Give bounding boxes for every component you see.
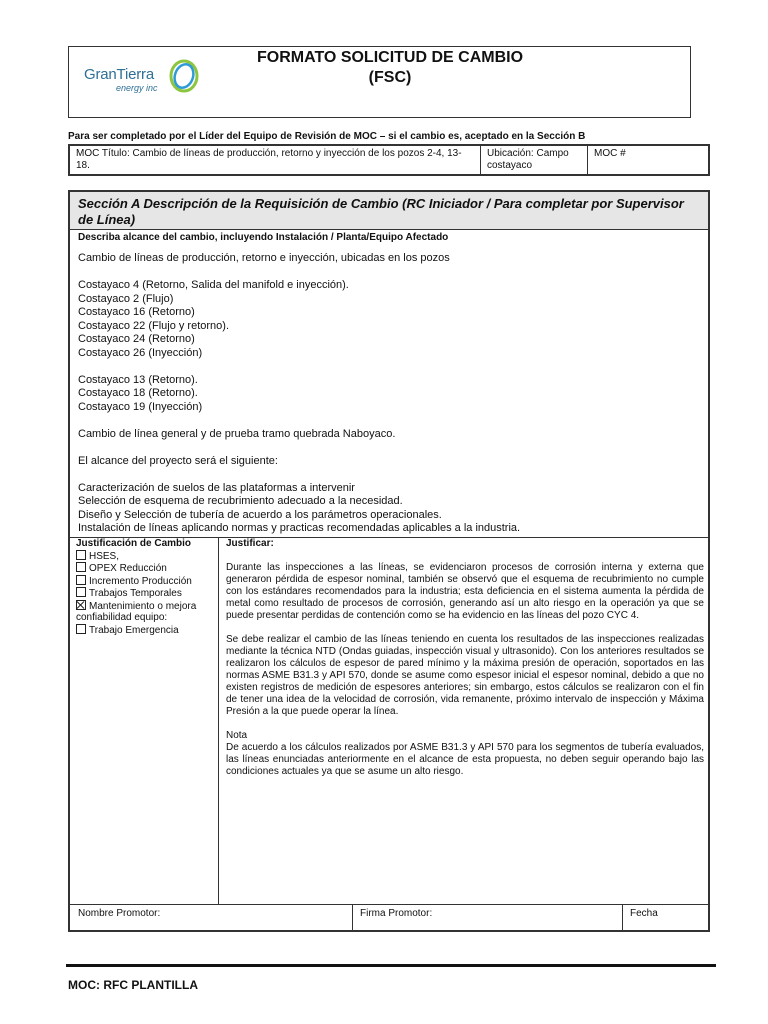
option-maintenance[interactable] — [76, 600, 218, 624]
option-label: OPEX Reducción — [89, 563, 167, 574]
well-item: Costayaco 13 (Retorno). — [78, 373, 198, 386]
section-a-box — [68, 190, 710, 932]
logo-sub: energy inc — [116, 83, 158, 93]
logo-word: GranTierra — [84, 66, 154, 83]
promotor-signature-field[interactable]: Firma Promotor: — [360, 908, 433, 919]
divider — [218, 537, 219, 904]
option-label: HSES, — [89, 550, 120, 562]
option-temporary[interactable] — [76, 587, 218, 600]
date-field[interactable]: Fecha — [630, 908, 658, 919]
well-item: Costayaco 18 (Retorno). — [78, 387, 198, 399]
checkbox[interactable] — [76, 587, 86, 597]
location-cell: Ubicación: Campo costayaco — [487, 148, 569, 171]
scope-label: Describa alcance del cambio, incluyendo Instalación / Planta/Equipo Afectado — [78, 232, 449, 243]
scope-item: Instalación de líneas aplicando normas y practicas recomendadas aplicables a la industria. — [78, 522, 521, 534]
option-label: Mantenimiento o mejora confiabilidad equipo: — [76, 600, 197, 623]
moc-title-cell: MOC Título: Cambio de líneas de producción, retorno y inyección de los pozos 2-4, 13-18. — [76, 148, 462, 171]
divider — [352, 904, 353, 930]
moc-number-cell: MOC # — [594, 148, 626, 159]
justify-label: Justificar: — [226, 538, 274, 549]
promotor-name-field[interactable]: Nombre Promotor: — [78, 908, 161, 919]
option-opex[interactable] — [76, 562, 218, 575]
scope-item: Selección de esquema de recubrimiento adecuado a la necesidad. — [78, 495, 403, 507]
option-label: Trabajo Emergencia — [89, 624, 179, 636]
option-production[interactable] — [76, 575, 218, 588]
scope-list-intro: El alcance del proyecto será el siguiente: — [78, 454, 278, 467]
justification-text — [226, 538, 704, 778]
nota-text: De acuerdo a los cálculos realizados por ASME B31.3 y API 570 para los segmentos de tubería evaluados, las líneas enunciadas anteriormente en el alcance de esta propuesta, no deben seguir operando bajo las condiciones actuales ya que se asume un alto riesgo. — [226, 742, 704, 777]
company-logo — [80, 56, 210, 96]
well-item: Costayaco 2 (Flujo) — [78, 292, 174, 305]
well-item: Costayaco 4 (Retorno, Salida del manifold e inyección). — [78, 279, 349, 291]
checkbox-checked[interactable] — [76, 600, 86, 610]
checkbox[interactable] — [76, 562, 86, 572]
justification-paragraph-2: Se debe realizar el cambio de las líneas teniendo en cuenta los resultados de las inspecciones realizadas mediante la técnica NTD (Ondas guiadas, inspección visual y ultrasonido). Con los anteriores resultados se realizaron los cálculos de espesor de pared mínimo y la máxima presión de operación, soportados en las normas ASME B31.3 y API 570, donde se asume como espesor inicial el espesor nominal, debido a que no existen registros de medición de espesores anteriores; sin embargo, estos cálculos se realizaron con el fin de tener una idea de la velocidad de corrosión, vida remanente, próximo intervalo de inspección y Máxima Presión a la que puede operar la línea. — [226, 634, 704, 717]
section-a-heading: Sección A Descripción de la Requisición de Cambio (RC Iniciador / Para completar por Supervisor de Línea) — [70, 192, 708, 230]
instruction-note: Para ser completado por el Líder del Equipo de Revisión de MOC – si el cambio es, aceptado en la Sección B — [68, 131, 586, 142]
scope-item: Caracterización de suelos de las plataformas a intervenir — [78, 481, 355, 494]
checkbox[interactable] — [76, 624, 86, 634]
justification-options — [76, 538, 218, 636]
option-label: Incremento Producción — [89, 575, 192, 587]
well-item: Costayaco 19 (Inyección) — [78, 400, 203, 413]
checkbox[interactable] — [76, 550, 86, 560]
footer-rule — [66, 964, 716, 967]
justification-label: Justificación de Cambio — [76, 538, 192, 549]
title-line-2: (FSC) — [368, 69, 412, 86]
nota-label: Nota — [226, 730, 248, 741]
option-hses[interactable] — [76, 550, 218, 563]
well-item: Costayaco 26 (Inyección) — [78, 346, 203, 359]
well-item: Costayaco 16 (Retorno) — [78, 306, 195, 318]
well-item: Costayaco 24 (Retorno) — [78, 333, 195, 345]
divider — [70, 904, 708, 905]
option-emergency[interactable] — [76, 624, 218, 637]
justification-paragraph-1: Durante las inspecciones a las líneas, se evidenciaron procesos de corrosión interna y externa que generaron pérdida de espesor nominal, también se observó que el esquema de recubrimiento no cumple con los estándares recomendados para la industria; esta deficiencia en el sistema aumenta la pérdida de metal como resultado de procesos de corrosión, generando así un alto riesgo en la operación ya que se puede presentar perdidas de contención como se ha evidencio en las líneas del pozo CYC 4. — [226, 562, 704, 621]
logo-swirl-icon — [166, 58, 202, 94]
option-label: Trabajos Temporales — [89, 588, 182, 599]
scope-item: Diseño y Selección de tubería de acuerdo a los parámetros operacionales. — [78, 508, 442, 521]
form-title — [200, 48, 580, 88]
moc-info-table — [68, 144, 710, 176]
footer-label: MOC: RFC PLANTILLA — [68, 978, 198, 992]
general-change: Cambio de línea general y de prueba tramo quebrada Naboyaco. — [78, 427, 396, 440]
scope-intro: Cambio de líneas de producción, retorno e inyección, ubicadas en los pozos — [78, 252, 450, 264]
scope-description — [78, 252, 698, 536]
well-item: Costayaco 22 (Flujo y retorno). — [78, 319, 230, 332]
title-line-1: FORMATO SOLICITUD DE CAMBIO — [256, 49, 524, 66]
checkbox[interactable] — [76, 575, 86, 585]
divider — [622, 904, 623, 930]
